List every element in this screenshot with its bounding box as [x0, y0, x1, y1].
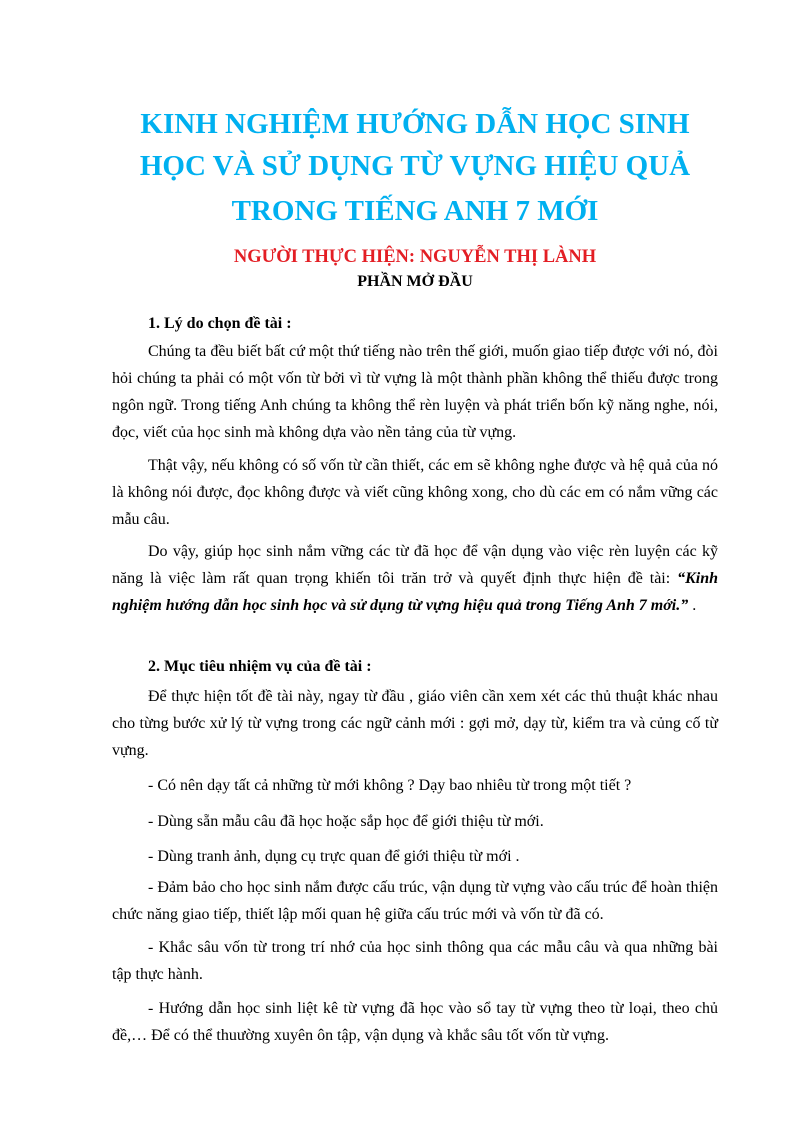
list-item: - Có nên dạy tất cả những từ mới không ? Dạy bao nhiêu từ trong một tiết ? [148, 777, 632, 794]
paragraph-3 [112, 538, 718, 619]
paragraph-3-text: Do vậy, giúp học sinh nắm vững các từ đã học để vận dụng vào việc rèn luyện các kỹ năng là việc làm rất quan trọng khiến tôi trăn trở và quyết định thực hiện đề tài: [112, 543, 718, 587]
paragraph-1-text: Chúng ta đều biết bất cứ một thứ tiếng nào trên thế giới, muốn giao tiếp được với nó, đòi hỏi chúng ta phải có một vốn từ bởi vì từ vựng là một thành phần không thể thiếu được trong ngôn ngữ. Trong tiếng Anh chúng ta không thể rèn luyện và phát triển bốn kỹ năng nghe, nói, đọc, viết của học sinh mà không dựa vào nền tảng của từ vựng. [112, 343, 718, 441]
list-item [112, 934, 718, 988]
heading-objectives: 2. Mục tiêu nhiệm vụ của đề tài : [148, 658, 372, 675]
project-title-quote: “Kinh nghiệm hướng dẫn học sinh học và sử dụng từ vựng hiệu quả trong Tiếng Anh 7 mới.” [112, 570, 718, 614]
document-title-line-3: TRONG TIẾNG ANH 7 MỚI [231, 195, 599, 227]
paragraph-2-text: Thật vậy, nếu không có số vốn từ cần thiết, các em sẽ không nghe được và hệ quả của nó là không nói được, đọc không được và viết cũng không xong, cho dù các em có nắm vững các mẫu câu. [112, 457, 718, 528]
document-title-line-2: HỌC VÀ SỬ DỤNG TỪ VỰNG HIỆU QUẢ [139, 150, 691, 182]
paragraph-4-text: Để thực hiện tốt đề tài này, ngay từ đầu , giáo viên cần xem xét các thủ thuật khác nhau cho từng bước xử lý từ vựng trong các ngữ cảnh mới : gợi mở, dạy từ, kiểm tra và củng cố từ vựng. [112, 688, 718, 759]
section-title: PHẦN MỞ ĐẦU [357, 273, 473, 290]
paragraph-2 [112, 452, 718, 533]
list-item-text: - Hướng dẫn học sinh liệt kê từ vựng đã học vào sổ tay từ vựng theo từ loại, theo chủ đề,… Để có thể thuường xuyên ôn tập, vận dụng và khắc sâu tốt vốn từ vựng. [112, 1000, 718, 1044]
list-item: - Dùng tranh ảnh, dụng cụ trực quan để giới thiệu từ mới . [148, 848, 520, 865]
paragraph-1 [112, 338, 718, 446]
list-item-text: - Đảm bảo cho học sinh nắm được cấu trúc, vận dụng từ vựng vào cấu trúc để hoàn thiện chức năng giao tiếp, thiết lập mối quan hệ giữa cấu trúc mới và vốn từ đã có. [112, 879, 718, 923]
document-title-line-1: KINH NGHIỆM HƯỚNG DẪN HỌC SINH [140, 108, 690, 140]
list-item-text: - Khắc sâu vốn từ trong trí nhớ của học sinh thông qua các mẫu câu và qua những bài tập thực hành. [112, 939, 718, 983]
paragraph-3-tail: . [688, 597, 697, 614]
heading-reason: 1. Lý do chọn đề tài : [148, 315, 292, 332]
author-line: NGƯỜI THỰC HIỆN: NGUYỄN THỊ LÀNH [233, 247, 597, 267]
list-item [112, 995, 718, 1049]
list-item: - Dùng sẵn mẫu câu đã học hoặc sắp học để giới thiệu từ mới. [148, 813, 544, 830]
paragraph-4 [112, 683, 718, 764]
list-item [112, 874, 718, 928]
